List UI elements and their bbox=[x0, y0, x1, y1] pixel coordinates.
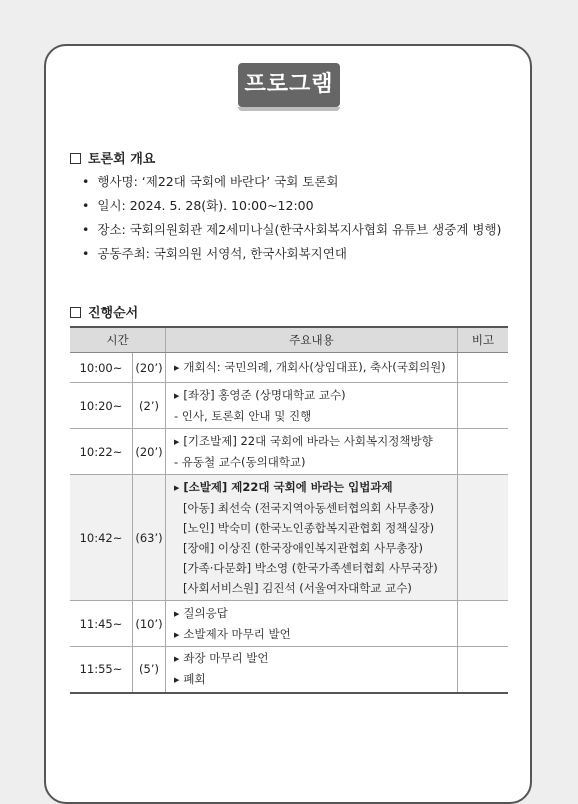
row-note bbox=[458, 601, 509, 647]
row-duration: (20’) bbox=[133, 353, 166, 383]
content-line: [가족·다문화] 박소영 (한국가족센터협회 사무국장) bbox=[183, 561, 438, 575]
checkbox-square-icon bbox=[70, 307, 81, 318]
overview-item-hosts: • 공동주최: 국회의원 서영석, 한국사회복지연대 bbox=[82, 242, 501, 266]
checkbox-square-icon bbox=[70, 153, 81, 164]
row-time: 11:45~ bbox=[70, 601, 133, 647]
row-time: 10:42~ bbox=[70, 475, 133, 601]
overview-item-venue: • 장소: 국회의원회관 제2세미나실(한국사회복지사협회 유튜브 생중계 병행) bbox=[82, 218, 501, 242]
table-row bbox=[70, 429, 508, 475]
overview-title: 토론회 개요 bbox=[88, 152, 156, 167]
content-line: 질의응답 bbox=[183, 605, 228, 620]
table-row bbox=[70, 647, 508, 693]
content-line: [기조발제] 22대 국회에 바라는 사회복지정책방향 bbox=[183, 434, 433, 448]
table-row bbox=[70, 601, 508, 647]
header-note: 비고 bbox=[458, 327, 509, 353]
overview-heading bbox=[70, 148, 155, 167]
triangle-bullet-icon: ▶ bbox=[174, 655, 180, 664]
triangle-bullet-icon: ▶ bbox=[174, 676, 180, 685]
table-row bbox=[70, 353, 508, 383]
row-note bbox=[458, 383, 509, 429]
row-content bbox=[166, 383, 458, 429]
row-time: 11:55~ bbox=[70, 647, 133, 693]
content-line: [사회서비스원] 김진석 (서울여자대학교 교수) bbox=[183, 581, 412, 595]
row-content bbox=[166, 647, 458, 693]
row-duration: (10’) bbox=[133, 601, 166, 647]
row-note bbox=[458, 475, 509, 601]
content-line: [좌장] 홍영준 (상명대학교 교수) bbox=[183, 388, 346, 402]
row-note bbox=[458, 647, 509, 693]
triangle-bullet-icon: ▶ bbox=[174, 364, 180, 372]
schedule-table bbox=[70, 326, 508, 694]
overview-list bbox=[82, 170, 501, 266]
row-duration: (63’) bbox=[133, 475, 166, 601]
content-line: 소발제자 마무리 발언 bbox=[183, 626, 291, 641]
row-content bbox=[166, 601, 458, 647]
overview-item-event: • 행사명: ‘제22대 국회에 바란다’ 국회 토론회 bbox=[82, 170, 501, 194]
table-row bbox=[70, 475, 508, 601]
content-line: 폐회 bbox=[183, 672, 206, 687]
schedule-title: 진행순서 bbox=[88, 306, 139, 321]
content-line: 좌장 마무리 발언 bbox=[183, 651, 269, 666]
schedule-heading bbox=[70, 302, 138, 321]
row-duration: (20’) bbox=[133, 429, 166, 475]
table-row bbox=[70, 383, 508, 429]
triangle-bullet-icon: ▶ bbox=[174, 392, 180, 400]
overview-item-date: • 일시: 2024. 5. 28(화). 10:00~12:00 bbox=[82, 194, 501, 218]
row-content bbox=[166, 429, 458, 475]
row-content bbox=[166, 475, 458, 601]
row-time: 10:00~ bbox=[70, 353, 133, 383]
triangle-bullet-icon: ▶ bbox=[174, 630, 180, 639]
triangle-bullet-icon: ▶ bbox=[174, 609, 180, 618]
row-duration: (5’) bbox=[133, 647, 166, 693]
content-line: 개회식: 국민의례, 개회사(상임대표), 축사(국회의원) bbox=[183, 360, 446, 374]
header-content: 주요내용 bbox=[166, 327, 458, 353]
row-content bbox=[166, 353, 458, 383]
content-line: - 유동철 교수(동의대학교) bbox=[174, 455, 306, 469]
program-badge: 프로그램 bbox=[238, 63, 340, 107]
content-line: - 인사, 토론회 안내 및 진행 bbox=[174, 409, 312, 423]
row-time: 10:22~ bbox=[70, 429, 133, 475]
table-header-row bbox=[70, 327, 508, 353]
content-line: [장애] 이상진 (한국장애인복지관협회 사무총장) bbox=[183, 541, 423, 555]
triangle-bullet-icon: ▶ bbox=[174, 438, 180, 446]
row-note bbox=[458, 429, 509, 475]
content-line: [노인] 박숙미 (한국노인종합복지관협회 정책실장) bbox=[183, 521, 435, 535]
row-time: 10:20~ bbox=[70, 383, 133, 429]
triangle-bullet-icon: ▶ bbox=[174, 484, 180, 492]
content-line: [소발제] 제22대 국회에 바라는 입법과제 bbox=[183, 480, 393, 494]
row-note bbox=[458, 353, 509, 383]
row-duration: (2’) bbox=[133, 383, 166, 429]
header-time: 시간 bbox=[70, 327, 166, 353]
content-line: [아동] 최선숙 (전국지역아동센터협의회 사무총장) bbox=[183, 501, 435, 515]
